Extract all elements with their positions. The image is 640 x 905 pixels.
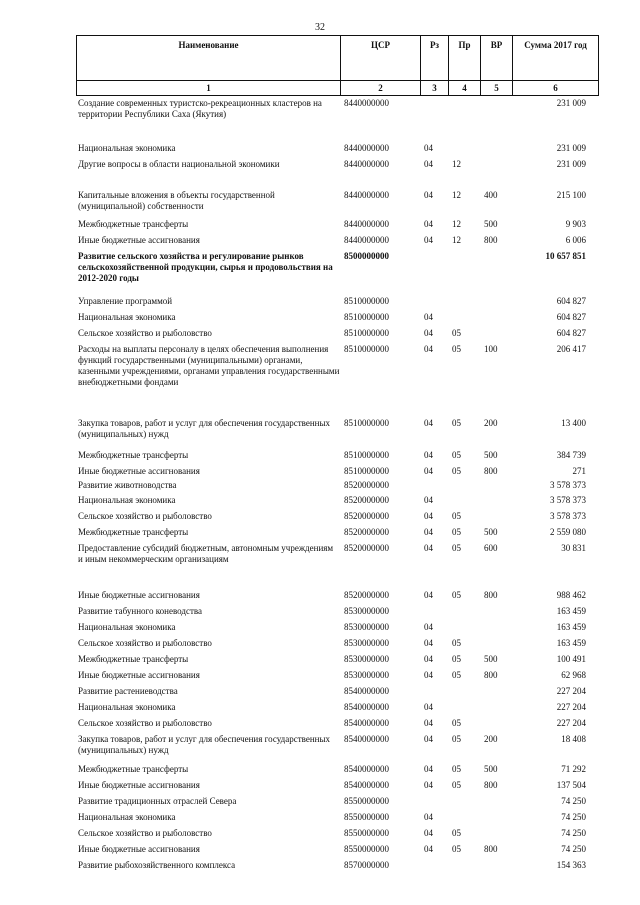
row-sum: 227 204: [556, 718, 586, 728]
row-csr: 8440000000: [344, 159, 389, 169]
row-csr: 8440000000: [344, 98, 389, 108]
row-sum: 163 459: [556, 622, 586, 632]
row-pr: 05: [452, 543, 461, 553]
row-rz: 04: [424, 654, 433, 664]
row-sum: 231 009: [556, 159, 586, 169]
row-name: Другие вопросы в области национальной экономики: [78, 159, 280, 169]
row-sum: 71 292: [561, 764, 586, 774]
row-csr: 8500000000: [344, 251, 389, 261]
row-sum: 3 578 373: [550, 480, 586, 490]
row-csr: 8540000000: [344, 764, 389, 774]
row-csr: 8530000000: [344, 638, 389, 648]
row-name: Закупка товаров, работ и услуг для обеспечения государственных (муниципальных) нужд: [78, 418, 331, 439]
row-sum: 30 831: [561, 543, 586, 553]
row-name: Предоставление субсидий бюджетным, автономным учреждениям и иным некоммерческим организациям: [78, 543, 334, 564]
row-vr: 500: [484, 527, 498, 537]
row-sum: 163 459: [556, 606, 586, 616]
row-sum: 231 009: [556, 143, 586, 153]
row-pr: 12: [452, 159, 461, 169]
header-sum: Сумма 2017 год: [513, 36, 599, 81]
row-pr: 05: [452, 780, 461, 790]
row-sum: 154 363: [556, 860, 586, 870]
row-vr: 800: [484, 590, 498, 600]
row-name: Иные бюджетные ассигнования: [78, 235, 200, 245]
row-vr: 200: [484, 734, 498, 744]
row-name: Управление программой: [78, 296, 173, 306]
row-rz: 04: [424, 622, 433, 632]
row-rz: 04: [424, 543, 433, 553]
row-rz: 04: [424, 590, 433, 600]
row-pr: 05: [452, 450, 461, 460]
row-sum: 10 657 851: [545, 251, 586, 261]
row-rz: 04: [424, 702, 433, 712]
row-name: Капитальные вложения в объекты государственной (муниципальной) собственности: [78, 190, 275, 211]
row-sum: 206 417: [556, 344, 586, 354]
row-csr: 8540000000: [344, 734, 389, 744]
row-pr: 05: [452, 654, 461, 664]
row-sum: 137 504: [556, 780, 586, 790]
row-name: Расходы на выплаты персоналу в целях обеспечения выполнения функций государственными (муниципальными) органами, казенными учреждениями, органами управления государственными внебюджетными фондами: [78, 344, 340, 387]
row-name: Межбюджетные трансферты: [78, 450, 189, 460]
row-csr: 8570000000: [344, 860, 389, 870]
row-vr: 800: [484, 780, 498, 790]
row-csr: 8440000000: [344, 235, 389, 245]
row-sum: 74 250: [561, 828, 586, 838]
row-rz: 04: [424, 511, 433, 521]
row-csr: 8510000000: [344, 296, 389, 306]
row-rz: 04: [424, 780, 433, 790]
row-pr: 12: [452, 190, 461, 200]
row-sum: 215 100: [556, 190, 586, 200]
row-csr: 8440000000: [344, 143, 389, 153]
row-pr: 12: [452, 219, 461, 229]
row-rz: 04: [424, 219, 433, 229]
header-vr: ВР: [481, 36, 513, 81]
row-pr: 05: [452, 418, 461, 428]
row-name: Сельское хозяйство и рыболовство: [78, 828, 212, 838]
row-csr: 8550000000: [344, 796, 389, 806]
row-name: Создание современных туристско-рекреационных кластеров на территории Республики Саха (Якутия): [78, 98, 322, 119]
row-csr: 8530000000: [344, 670, 389, 680]
row-rz: 04: [424, 466, 433, 476]
row-rz: 04: [424, 344, 433, 354]
row-pr: 05: [452, 511, 461, 521]
row-csr: 8550000000: [344, 844, 389, 854]
row-rz: 04: [424, 718, 433, 728]
row-vr: 500: [484, 764, 498, 774]
row-vr: 500: [484, 450, 498, 460]
row-name: Закупка товаров, работ и услуг для обеспечения государственных (муниципальных) нужд: [78, 734, 331, 755]
header-name: Наименование: [77, 36, 341, 81]
row-name: Развитие традиционных отраслей Севера: [78, 796, 237, 806]
header-num-1: 1: [77, 81, 341, 96]
row-csr: 8510000000: [344, 328, 389, 338]
row-sum: 74 250: [561, 844, 586, 854]
row-csr: 8550000000: [344, 812, 389, 822]
row-vr: 400: [484, 190, 498, 200]
row-rz: 04: [424, 418, 433, 428]
row-name: Национальная экономика: [78, 812, 176, 822]
row-sum: 100 491: [556, 654, 586, 664]
row-rz: 04: [424, 312, 433, 322]
row-csr: 8540000000: [344, 702, 389, 712]
row-rz: 04: [424, 828, 433, 838]
row-rz: 04: [424, 734, 433, 744]
row-pr: 05: [452, 328, 461, 338]
row-rz: 04: [424, 764, 433, 774]
row-rz: 04: [424, 527, 433, 537]
row-csr: 8510000000: [344, 344, 389, 354]
row-pr: 05: [452, 670, 461, 680]
row-vr: 100: [484, 344, 498, 354]
row-sum: 231 009: [556, 98, 586, 108]
row-sum: 62 968: [561, 670, 586, 680]
row-pr: 12: [452, 235, 461, 245]
header-num-2: 2: [341, 81, 421, 96]
row-csr: 8530000000: [344, 606, 389, 616]
row-pr: 05: [452, 344, 461, 354]
row-csr: 8540000000: [344, 686, 389, 696]
row-sum: 988 462: [556, 590, 586, 600]
row-name: Иные бюджетные ассигнования: [78, 844, 200, 854]
row-csr: 8530000000: [344, 654, 389, 664]
row-pr: 05: [452, 718, 461, 728]
row-name: Национальная экономика: [78, 702, 176, 712]
row-name: Национальная экономика: [78, 312, 176, 322]
row-csr: 8520000000: [344, 543, 389, 553]
row-sum: 74 250: [561, 812, 586, 822]
row-sum: 2 559 080: [550, 527, 586, 537]
row-csr: 8540000000: [344, 780, 389, 790]
row-rz: 04: [424, 328, 433, 338]
row-vr: 800: [484, 844, 498, 854]
row-sum: 3 578 373: [550, 511, 586, 521]
row-rz: 04: [424, 495, 433, 505]
row-name: Национальная экономика: [78, 143, 176, 153]
row-sum: 74 250: [561, 796, 586, 806]
row-rz: 04: [424, 143, 433, 153]
row-pr: 05: [452, 828, 461, 838]
row-csr: 8520000000: [344, 511, 389, 521]
header-num-3: 3: [421, 81, 449, 96]
row-name: Межбюджетные трансферты: [78, 764, 189, 774]
row-name: Сельское хозяйство и рыболовство: [78, 638, 212, 648]
row-name: Иные бюджетные ассигнования: [78, 466, 200, 476]
row-rz: 04: [424, 190, 433, 200]
row-pr: 05: [452, 638, 461, 648]
row-pr: 05: [452, 734, 461, 744]
row-name: Иные бюджетные ассигнования: [78, 670, 200, 680]
header-pr: Пр: [449, 36, 481, 81]
row-sum: 3 578 373: [550, 495, 586, 505]
header-num-5: 5: [481, 81, 513, 96]
row-sum: 604 827: [556, 296, 586, 306]
row-sum: 227 204: [556, 702, 586, 712]
row-csr: 8520000000: [344, 480, 389, 490]
row-pr: 05: [452, 466, 461, 476]
row-vr: 500: [484, 219, 498, 229]
row-sum: 18 408: [561, 734, 586, 744]
row-csr: 8510000000: [344, 450, 389, 460]
row-sum: 271: [572, 466, 586, 476]
row-sum: 6 006: [565, 235, 586, 245]
row-rz: 04: [424, 450, 433, 460]
row-vr: 800: [484, 670, 498, 680]
row-vr: 600: [484, 543, 498, 553]
row-name: Межбюджетные трансферты: [78, 654, 189, 664]
row-sum: 604 827: [556, 328, 586, 338]
row-name: Сельское хозяйство и рыболовство: [78, 718, 212, 728]
row-sum: 384 739: [556, 450, 586, 460]
row-name: Национальная экономика: [78, 495, 176, 505]
row-sum: 9 903: [565, 219, 586, 229]
row-name: Межбюджетные трансферты: [78, 219, 189, 229]
row-pr: 05: [452, 527, 461, 537]
row-vr: 200: [484, 418, 498, 428]
row-rz: 04: [424, 159, 433, 169]
row-pr: 05: [452, 590, 461, 600]
row-csr: 8520000000: [344, 590, 389, 600]
row-sum: 227 204: [556, 686, 586, 696]
row-pr: 05: [452, 764, 461, 774]
row-csr: 8510000000: [344, 312, 389, 322]
header-csr: ЦСР: [341, 36, 421, 81]
row-csr: 8510000000: [344, 466, 389, 476]
row-sum: 604 827: [556, 312, 586, 322]
row-vr: 800: [484, 235, 498, 245]
row-sum: 163 459: [556, 638, 586, 648]
row-name: Развитие табунного коневодства: [78, 606, 203, 616]
row-csr: 8510000000: [344, 418, 389, 428]
row-name: Развитие животноводства: [78, 480, 177, 490]
row-csr: 8520000000: [344, 495, 389, 505]
row-name: Развитие растениеводства: [78, 686, 178, 696]
row-name: Сельское хозяйство и рыболовство: [78, 328, 212, 338]
row-rz: 04: [424, 235, 433, 245]
page-number: 32: [315, 22, 325, 33]
row-rz: 04: [424, 812, 433, 822]
row-csr: 8530000000: [344, 622, 389, 632]
row-name: Иные бюджетные ассигнования: [78, 780, 200, 790]
row-csr: 8540000000: [344, 718, 389, 728]
row-name: Иные бюджетные ассигнования: [78, 590, 200, 600]
table-header: [76, 35, 599, 96]
row-csr: 8550000000: [344, 828, 389, 838]
row-rz: 04: [424, 670, 433, 680]
row-sum: 13 400: [561, 418, 586, 428]
header-num-4: 4: [449, 81, 481, 96]
row-pr: 05: [452, 844, 461, 854]
row-name: Межбюджетные трансферты: [78, 527, 189, 537]
row-vr: 800: [484, 466, 498, 476]
row-csr: 8440000000: [344, 190, 389, 200]
header-rz: Рз: [421, 36, 449, 81]
row-name: Сельское хозяйство и рыболовство: [78, 511, 212, 521]
row-rz: 04: [424, 844, 433, 854]
row-name: Национальная экономика: [78, 622, 176, 632]
row-csr: 8440000000: [344, 219, 389, 229]
row-rz: 04: [424, 638, 433, 648]
row-name: Развитие сельского хозяйства и регулирование рынков сельскохозяйственной продукции, сырья и продовольствия на 2012-2020 годы: [78, 251, 333, 283]
row-csr: 8520000000: [344, 527, 389, 537]
row-vr: 500: [484, 654, 498, 664]
row-name: Развитие рыбохозяйственного комплекса: [78, 860, 236, 870]
header-num-6: 6: [513, 81, 599, 96]
